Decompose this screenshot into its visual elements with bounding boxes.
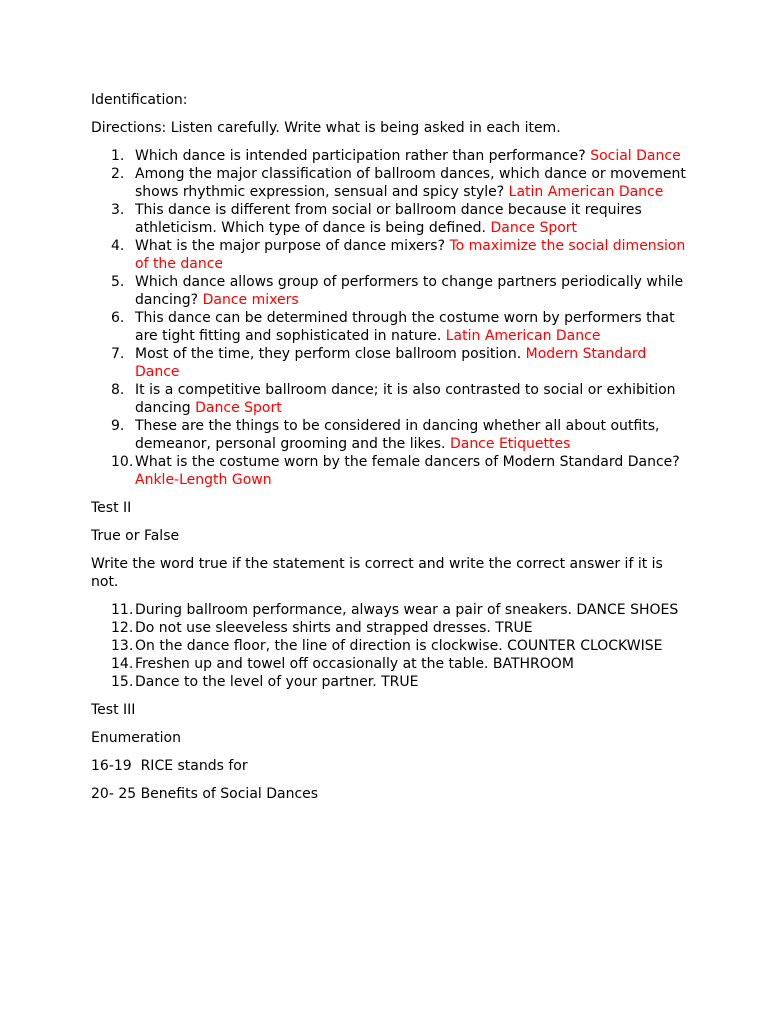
item-answer: Dance mixers — [202, 292, 299, 308]
item-answer: Modern Standard Dance — [135, 346, 647, 380]
true-false-list — [91, 601, 691, 691]
item-question: This dance is different from social or ballroom dance because it requires athleticism. Which type of dance is being defined. — [135, 202, 642, 236]
item-answer: Ankle-Length Gown — [135, 472, 272, 488]
test2-title: Test II — [91, 500, 132, 516]
item-number: 7. — [111, 346, 125, 362]
item-number: 10. — [111, 454, 134, 470]
test2-subtitle: True or False — [91, 528, 180, 544]
list-item — [91, 637, 691, 655]
list-item — [91, 381, 691, 417]
item-text: On the dance floor, the line of direction is clockwise. COUNTER CLOCKWISE — [135, 638, 663, 654]
item-question: Which dance is intended participation rather than performance? — [135, 148, 591, 164]
list-item — [91, 673, 691, 691]
list-item — [91, 453, 691, 489]
identification-list — [91, 147, 691, 489]
test3-title: Test III — [91, 702, 136, 718]
item-text: Dance to the level of your partner. TRUE — [135, 674, 419, 690]
list-item — [91, 165, 691, 201]
list-item — [91, 619, 691, 637]
item-answer: Dance Etiquettes — [449, 436, 571, 452]
list-item — [91, 237, 691, 273]
item-number: 5. — [111, 274, 125, 290]
item-answer: Latin American Dance — [508, 184, 664, 200]
list-item — [91, 655, 691, 673]
list-item — [91, 147, 691, 165]
item-text: Do not use sleeveless shirts and strapped dresses. TRUE — [135, 620, 533, 636]
item-question: Which dance allows group of performers to change partners periodically while dancing? — [135, 274, 684, 308]
item-question: What is the costume worn by the female dancers of Modern Standard Dance? — [135, 454, 680, 470]
item-answer: Latin American Dance — [445, 328, 601, 344]
enumeration-item-rice: 16-19 RICE stands for — [91, 758, 248, 774]
list-item — [91, 417, 691, 453]
item-number: 4. — [111, 238, 125, 254]
item-answer: To maximize the social dimension of the dance — [135, 238, 686, 272]
item-text: Freshen up and towel off occasionally at the table. BATHROOM — [135, 656, 574, 672]
item-number: 9. — [111, 418, 125, 434]
list-item — [91, 345, 691, 381]
test3-subtitle: Enumeration — [91, 730, 181, 746]
enumeration-item-benefits: 20- 25 Benefits of Social Dances — [91, 786, 319, 802]
list-item — [91, 273, 691, 309]
item-number: 14. — [111, 656, 134, 672]
item-question: Among the major classification of ballroom dances, which dance or movement shows rhythmic expression, sensual and spicy style? — [135, 166, 686, 200]
item-number: 1. — [111, 148, 125, 164]
item-question: These are the things to be considered in dancing whether all about outfits, demeanor, personal grooming and the likes. — [135, 418, 660, 452]
item-answer: Dance Sport — [195, 400, 282, 416]
item-number: 3. — [111, 202, 125, 218]
item-number: 2. — [111, 166, 125, 182]
item-number: 13. — [111, 638, 134, 654]
list-item — [91, 601, 691, 619]
list-item — [91, 201, 691, 237]
directions-text: Directions: Listen carefully. Write what is being asked in each item. — [91, 120, 561, 136]
item-number: 6. — [111, 310, 125, 326]
item-number: 12. — [111, 620, 134, 636]
item-number: 11. — [111, 602, 134, 618]
item-question: It is a competitive ballroom dance; it is also contrasted to social or exhibition dancing — [135, 382, 676, 416]
list-item — [91, 309, 691, 345]
item-answer: Social Dance — [590, 148, 681, 164]
item-question: What is the major purpose of dance mixers? — [135, 238, 450, 254]
item-text: During ballroom performance, always wear a pair of sneakers. DANCE SHOES — [135, 602, 679, 618]
item-number: 8. — [111, 382, 125, 398]
section-heading: Identification: — [91, 92, 188, 108]
document-page — [91, 91, 691, 803]
item-number: 15. — [111, 674, 134, 690]
item-question: This dance can be determined through the costume worn by performers that are tight fitting and sophisticated in nature. — [135, 310, 675, 344]
item-answer: Dance Sport — [490, 220, 578, 236]
test2-directions: Write the word true if the statement is correct and write the correct answer if it is not. — [91, 556, 663, 590]
item-question: Most of the time, they perform close ballroom position. — [135, 346, 526, 362]
